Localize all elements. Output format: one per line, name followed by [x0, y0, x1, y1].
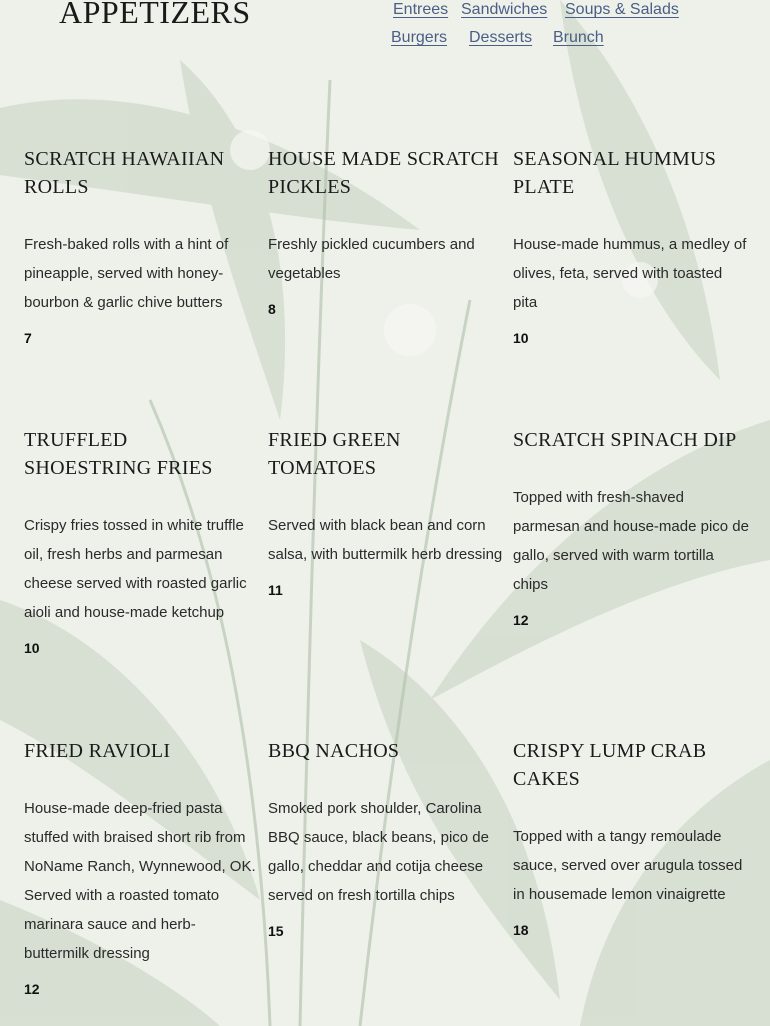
menu-item-scratch-pickles [268, 145, 504, 317]
menu-item-description: Topped with fresh-shaved parmesan and house-made pico de gallo, served with warm tortilla chips [513, 489, 749, 593]
section-title: APPETIZERS [59, 0, 251, 30]
menu-item-price: 18 [513, 922, 529, 938]
menu-item-crab-cakes [513, 737, 749, 938]
menu-item-fried-green-tomatoes [268, 426, 504, 598]
nav-link-soups-salads[interactable]: Soups & Salads [565, 1, 679, 18]
menu-item-description: Smoked pork shoulder, Carolina BBQ sauce, black beans, pico de gallo, cheddar and cotija cheese served on fresh tortilla chips [268, 800, 489, 904]
menu-item-price: 12 [513, 612, 529, 628]
menu-item-truffled-fries [24, 426, 260, 656]
nav-link-burgers[interactable]: Burgers [391, 29, 448, 46]
nav-link-brunch[interactable]: Brunch [553, 29, 604, 46]
menu-item-name: SEASONAL HUMMUS PLATE [513, 148, 717, 198]
nav-link-sandwiches[interactable]: Sandwiches [461, 1, 548, 18]
menu-item-name: HOUSE MADE SCRATCH PICKLES [268, 148, 499, 198]
menu-item-price: 15 [268, 923, 284, 939]
nav-link-desserts[interactable]: Desserts [469, 29, 533, 46]
menu-item-price: 11 [268, 582, 283, 598]
menu-item-price: 7 [24, 330, 32, 346]
menu-item-name: FRIED GREEN TOMATOES [268, 429, 401, 479]
menu-item-price: 10 [24, 640, 40, 656]
menu-item-bbq-nachos [268, 737, 504, 939]
menu-item-price: 8 [268, 301, 276, 317]
menu-item-hummus-plate [513, 145, 749, 346]
menu-item-fried-ravioli [24, 737, 260, 997]
menu-item-description: House-made deep-fried pasta stuffed with braised short rib from NoName Ranch, Wynnewood, OK. Served with a roasted tomato marinara sauce and herb-buttermilk dressing [24, 800, 256, 962]
menu-item-description: Fresh-baked rolls with a hint of pineapple, served with honey-bourbon & garlic chive butters [24, 236, 229, 311]
menu-item-name: TRUFFLED SHOESTRING FRIES [24, 429, 213, 479]
menu-item-name: BBQ NACHOS [268, 740, 400, 762]
menu-item-hawaiian-rolls [24, 145, 260, 346]
menu-item-price: 12 [24, 981, 40, 997]
nav-link-entrees[interactable]: Entrees [393, 1, 449, 18]
menu-item-name: SCRATCH HAWAIIAN ROLLS [24, 148, 225, 198]
menu-item-description: Freshly pickled cucumbers and vegetables [268, 236, 475, 282]
menu-item-description: House-made hummus, a medley of olives, feta, served with toasted pita [513, 236, 747, 311]
menu-item-name: FRIED RAVIOLI [24, 740, 171, 762]
menu-item-description: Topped with a tangy remoulade sauce, served over arugula tossed in housemade lemon vinaigrette [513, 828, 743, 903]
menu-item-description: Crispy fries tossed in white truffle oil, fresh herbs and parmesan cheese served with roasted garlic aioli and house-made ketchup [24, 517, 247, 621]
menu-item-description: Served with black bean and corn salsa, with buttermilk herb dressing [268, 517, 503, 563]
menu-item-name: CRISPY LUMP CRAB CAKES [513, 740, 707, 790]
menu-item-spinach-dip [513, 426, 749, 628]
menu-item-name: SCRATCH SPINACH DIP [513, 429, 737, 451]
menu-item-price: 10 [513, 330, 529, 346]
